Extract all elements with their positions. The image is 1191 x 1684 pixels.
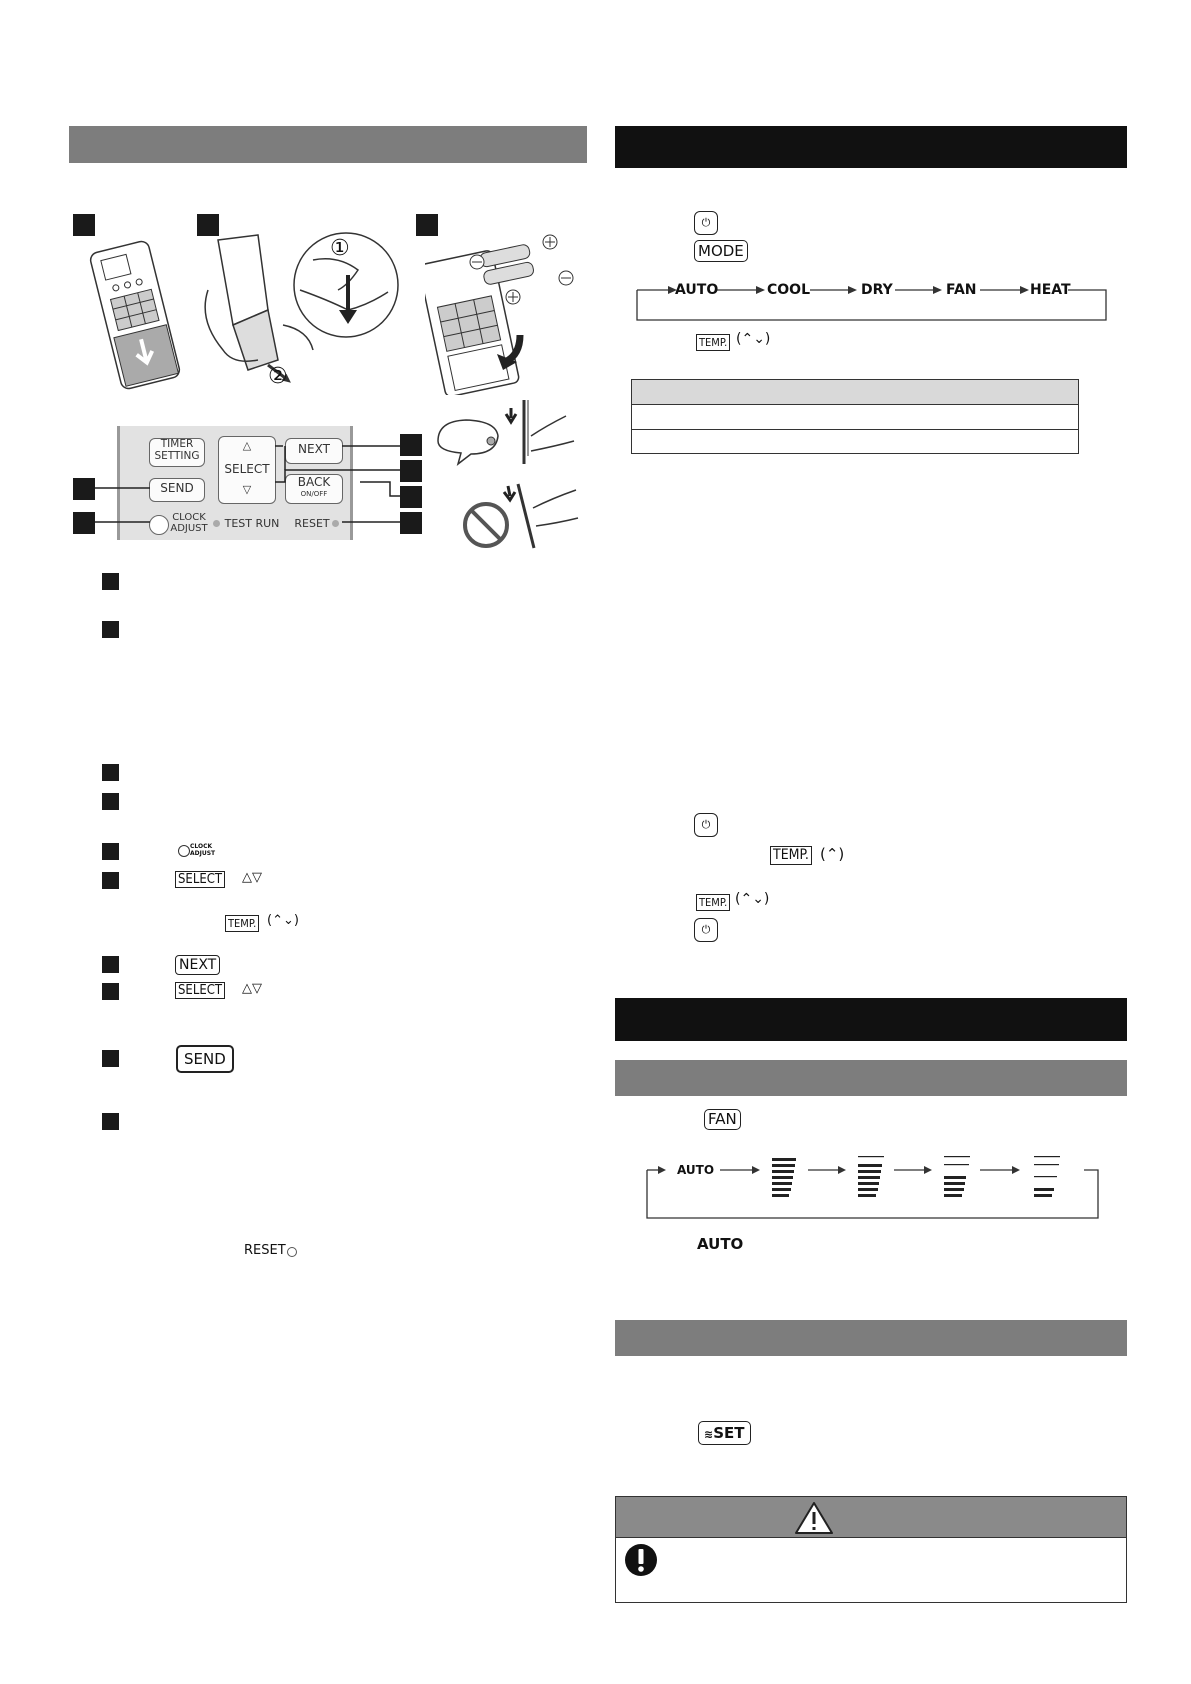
battery-insert-illustration (425, 230, 585, 395)
mode-table-row-2 (632, 430, 1078, 454)
panel-marker-right-4 (400, 512, 422, 534)
fan-speed-low-icon (1034, 1156, 1060, 1197)
reset-pen-ok-illustration (436, 396, 576, 466)
clock-adjust-icon-label: CLOCK ADJUST (190, 843, 216, 857)
select-button-icon: SELECT (175, 871, 225, 888)
fan-flow-auto: AUTO (677, 1163, 715, 1177)
figure-marker-1 (73, 214, 95, 236)
step-marker-g (102, 956, 119, 973)
panel-marker-left-2 (73, 512, 95, 534)
battery-step-1-label: ① (330, 236, 350, 261)
fan-auto-note: AUTO (697, 1235, 744, 1253)
step-marker-j (102, 1113, 119, 1130)
select-down-arrow: ▽ (242, 483, 252, 496)
caution-box (615, 1496, 1127, 1603)
step-marker-h (102, 983, 119, 1000)
temp-button-icon-2: TEMP. (770, 846, 812, 865)
temp-up-arrow-icon-2: (⌃) (820, 845, 845, 863)
fan-speed-med-high-icon (858, 1156, 884, 1197)
remote-leader-lines (60, 430, 420, 540)
mode-flow-fan: FAN (946, 282, 977, 298)
remote-cover-illustration (75, 240, 200, 390)
right-subsection-bar-fan (615, 1060, 1127, 1096)
caution-header (616, 1497, 1126, 1538)
mode-flow-dry: DRY (861, 282, 893, 298)
mode-flow-heat: HEAT (1030, 282, 1071, 298)
mode-flow-cool: COOL (767, 282, 810, 298)
select-label: SELECT (224, 462, 270, 476)
temp-button-icon-3: TEMP. (696, 894, 730, 911)
clock-adjust-icon (178, 845, 190, 857)
temp-arrows-icon-3: (⌃⌄) (735, 891, 770, 907)
panel-marker-right-3 (400, 486, 422, 508)
reset-label: RESET (294, 517, 330, 530)
mandatory-exclamation-icon (624, 1543, 658, 1577)
warning-triangle-icon (794, 1501, 834, 1535)
reset-pen-prohibited-illustration (458, 478, 583, 553)
reset-hole-icon (287, 1247, 297, 1257)
step-marker-a (102, 573, 119, 590)
select-arrows-icon-2: △▽ (242, 981, 262, 996)
set-swing-icon: ≋ (704, 1428, 714, 1441)
fan-speed-med-low-icon (944, 1156, 970, 1197)
right-section-header-bar-1 (615, 126, 1127, 168)
panel-marker-left-1 (73, 478, 95, 500)
back-label: BACK (297, 475, 331, 489)
power-button-icon-3: ⏻ (694, 918, 718, 942)
send-label: SEND (160, 481, 194, 495)
step-marker-d (102, 793, 119, 810)
step-marker-f (102, 872, 119, 889)
set-button-icon (698, 1421, 751, 1445)
next-label: NEXT (298, 442, 330, 456)
mode-flow-auto: AUTO (675, 282, 719, 298)
battery-cover-illustration (198, 230, 408, 395)
select-button-icon-2: SELECT (175, 982, 225, 999)
set-button-label: SET (713, 1424, 745, 1442)
step-marker-c (102, 764, 119, 781)
step-marker-b (102, 621, 119, 638)
right-subsection-bar-2 (615, 1320, 1127, 1356)
fan-button-icon: FAN (704, 1109, 741, 1130)
fan-speed-high-icon (772, 1158, 796, 1197)
power-button-icon-2: ⏻ (694, 813, 718, 837)
send-button-icon: SEND (176, 1045, 234, 1073)
power-button-icon-1: ⏻ (694, 211, 718, 235)
clock-adjust-label: CLOCK ADJUST (170, 512, 208, 534)
right-section-header-bar-2 (615, 998, 1127, 1041)
select-arrows-icon: △▽ (242, 870, 262, 885)
select-up-arrow: △ (242, 439, 252, 452)
mode-table-row-1 (632, 405, 1078, 430)
temp-arrows-icon-left: (⌃⌄) (267, 913, 299, 928)
mode-button-icon: MODE (694, 240, 748, 262)
battery-step-2-label: ② (268, 364, 288, 389)
left-section-header-bar (69, 126, 587, 163)
timer-setting-label: TIMER SETTING (154, 438, 200, 462)
back-sub-label: ON/OFF (300, 490, 328, 498)
mode-table-header-row (632, 380, 1078, 405)
test-run-label: TEST RUN (224, 517, 280, 530)
panel-marker-right-2 (400, 460, 422, 482)
mode-table (631, 379, 1079, 454)
temp-button-icon-left: TEMP. (225, 915, 259, 932)
step-marker-e (102, 843, 119, 860)
temp-button-icon-1: TEMP. (696, 334, 730, 351)
temp-arrows-icon-1: (⌃⌄) (736, 331, 771, 347)
step-marker-i (102, 1050, 119, 1067)
next-button-icon: NEXT (175, 955, 220, 975)
panel-marker-right-1 (400, 434, 422, 456)
reset-text-icon: RESET (244, 1243, 286, 1258)
